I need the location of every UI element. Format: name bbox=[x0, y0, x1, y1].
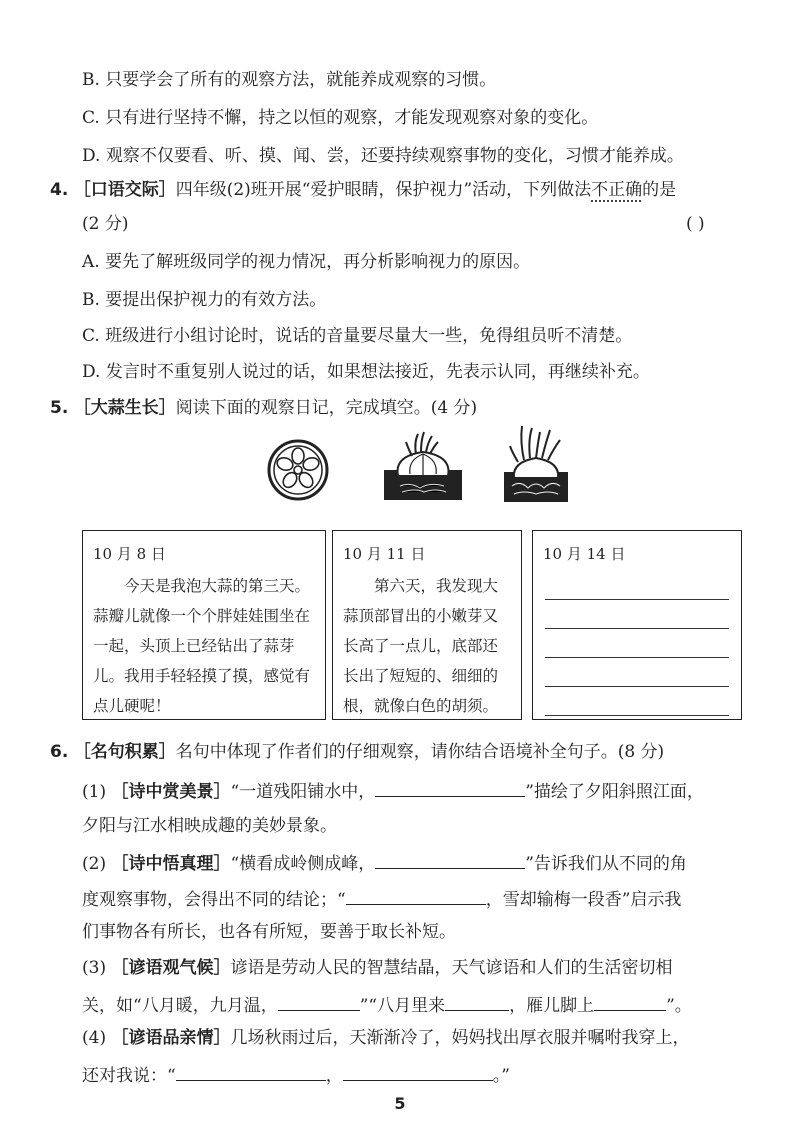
q6-part-4-line2 bbox=[82, 1062, 510, 1088]
q5-stem bbox=[50, 396, 477, 420]
q6-part-1 bbox=[82, 778, 704, 804]
q3-option-b: B. 只要学会了所有的观察方法，就能养成观察的习惯。 bbox=[82, 70, 497, 90]
q6-part-3 bbox=[82, 956, 673, 980]
q5-number: 5. bbox=[50, 398, 69, 418]
part-text: ”。 bbox=[666, 996, 692, 1016]
diary-entry-oct-14 bbox=[532, 530, 742, 720]
garlic-sprouting-illustration bbox=[380, 430, 466, 502]
q6-part-4 bbox=[82, 1026, 690, 1050]
fill-blank[interactable] bbox=[445, 992, 509, 1011]
part-text: “一道残阳铺水中， bbox=[230, 782, 376, 802]
part-text: 。” bbox=[492, 1066, 510, 1086]
q4-option-c: C. 班级进行小组讨论时，说话的音量要尽量大一些，免得组员听不清楚。 bbox=[82, 326, 633, 346]
part-tag: ［谚语观气候］ bbox=[111, 958, 231, 978]
fill-blank[interactable] bbox=[343, 1062, 493, 1081]
part-text: 关，如“八月暖，九月温， bbox=[82, 996, 278, 1016]
answer-line[interactable] bbox=[545, 629, 729, 658]
part-text: 度观察事物，会得出不同的结论；“ bbox=[82, 890, 346, 910]
diary-text: 今天是我泡大蒜的第三天。蒜瓣儿就像一个个胖娃娃围坐在一起，头顶上已经钻出了蒜芽儿。我用手轻轻摸了摸，感觉有点儿硬呢！ bbox=[93, 577, 311, 715]
part-text: “横看成岭侧成峰， bbox=[230, 854, 376, 874]
q4-number: 4. bbox=[50, 180, 69, 200]
part-number: (4) bbox=[82, 1028, 107, 1048]
diary-entry-oct-11 bbox=[332, 530, 522, 720]
answer-line[interactable] bbox=[545, 658, 729, 687]
part-text: 几场秋雨过后，天渐渐冷了，妈妈找出厚衣服并嘱咐我穿上， bbox=[230, 1028, 690, 1048]
page-number: 5 bbox=[394, 1094, 406, 1113]
diary-date: 10 月 8 日 bbox=[93, 545, 166, 563]
q5-stem-text: 阅读下面的观察日记，完成填空。(4 分) bbox=[175, 398, 478, 418]
fill-blank[interactable] bbox=[346, 886, 486, 905]
diary-text: 第六天，我发现大蒜顶部冒出的小嫩芽又长高了一点儿，底部还长出了短短的、细细的根，就像白色的胡须。 bbox=[343, 577, 499, 715]
diary-entry-oct-8 bbox=[82, 530, 326, 720]
garlic-rooting-illustration bbox=[500, 424, 572, 504]
fill-blank[interactable] bbox=[594, 992, 666, 1011]
part-text: ，雪却输梅一段香”启示我 bbox=[485, 890, 682, 910]
q4-option-d: D. 发言时不重复别人说过的话，如果想法接近，先表示认同，再继续补充。 bbox=[82, 362, 650, 382]
q6-part-3-line2 bbox=[82, 992, 692, 1018]
q4-tag: ［口语交际］ bbox=[73, 180, 176, 200]
part-text: 还对我说：“ bbox=[82, 1066, 176, 1086]
q4-option-b: B. 要提出保护视力的有效方法。 bbox=[82, 290, 327, 310]
answer-line[interactable] bbox=[545, 571, 729, 600]
part-number: (2) bbox=[82, 854, 107, 874]
diary-date: 10 月 14 日 bbox=[543, 545, 626, 563]
q4-score: (2 分) bbox=[82, 214, 129, 234]
part-number: (3) bbox=[82, 958, 107, 978]
part-text: ”“八月里来 bbox=[359, 996, 446, 1016]
q6-part-2-line2 bbox=[82, 886, 681, 912]
fill-blank[interactable] bbox=[375, 778, 525, 797]
part-number: (1) bbox=[82, 782, 107, 802]
q6-part-2-line3: 们事物各有所长，也各有所短，要善于取长补短。 bbox=[82, 922, 456, 942]
q3-option-c: C. 只有进行坚持不懈，持之以恒的观察，才能发现观察对象的变化。 bbox=[82, 108, 599, 128]
part-text: 谚语是劳动人民的智慧结晶，天气谚语和人们的生活密切相 bbox=[230, 958, 673, 978]
answer-line[interactable] bbox=[545, 600, 729, 629]
q6-part-1-cont: 夕阳与江水相映成趣的美妙景象。 bbox=[82, 816, 337, 836]
garlic-top-view-illustration bbox=[266, 438, 330, 502]
answer-line[interactable] bbox=[545, 687, 729, 716]
part-text: ，雁儿脚上 bbox=[509, 996, 595, 1016]
part-tag: ［谚语品亲情］ bbox=[111, 1028, 231, 1048]
q5-tag: ［大蒜生长］ bbox=[73, 398, 176, 418]
q4-stem bbox=[50, 178, 676, 202]
fill-blank[interactable] bbox=[278, 992, 360, 1011]
q4-option-a: A. 要先了解班级同学的视力情况，再分析影响视力的原因。 bbox=[82, 252, 531, 272]
fill-blank[interactable] bbox=[375, 850, 525, 869]
q6-part-2 bbox=[82, 850, 687, 876]
q3-option-d: D. 观察不仅要看、听、摸、闻、尝，还要持续观察事物的变化，习惯才能养成。 bbox=[82, 146, 684, 166]
q6-stem-text: 名句中体现了作者们的仔细观察，请你结合语境补全句子。(8 分) bbox=[175, 742, 665, 762]
q4-answer-paren: ( ) bbox=[686, 214, 705, 234]
q6-tag: ［名句积累］ bbox=[73, 742, 176, 762]
q6-number: 6. bbox=[50, 742, 69, 762]
q6-stem bbox=[50, 740, 664, 764]
part-text: ， bbox=[325, 1066, 343, 1086]
q4-stem-b: 的是 bbox=[642, 180, 677, 200]
part-text: ”告诉我们从不同的角 bbox=[525, 854, 687, 874]
part-text: ”描绘了夕阳斜照江面， bbox=[525, 782, 704, 802]
part-tag: ［诗中赏美景］ bbox=[111, 782, 231, 802]
q4-emphasis: 不正确 bbox=[591, 180, 643, 200]
fill-blank[interactable] bbox=[176, 1062, 326, 1081]
diary-date: 10 月 11 日 bbox=[343, 545, 426, 563]
q4-stem-a: 四年级(2)班开展“爱护眼睛，保护视力”活动，下列做法 bbox=[175, 180, 592, 200]
part-tag: ［诗中悟真理］ bbox=[111, 854, 231, 874]
